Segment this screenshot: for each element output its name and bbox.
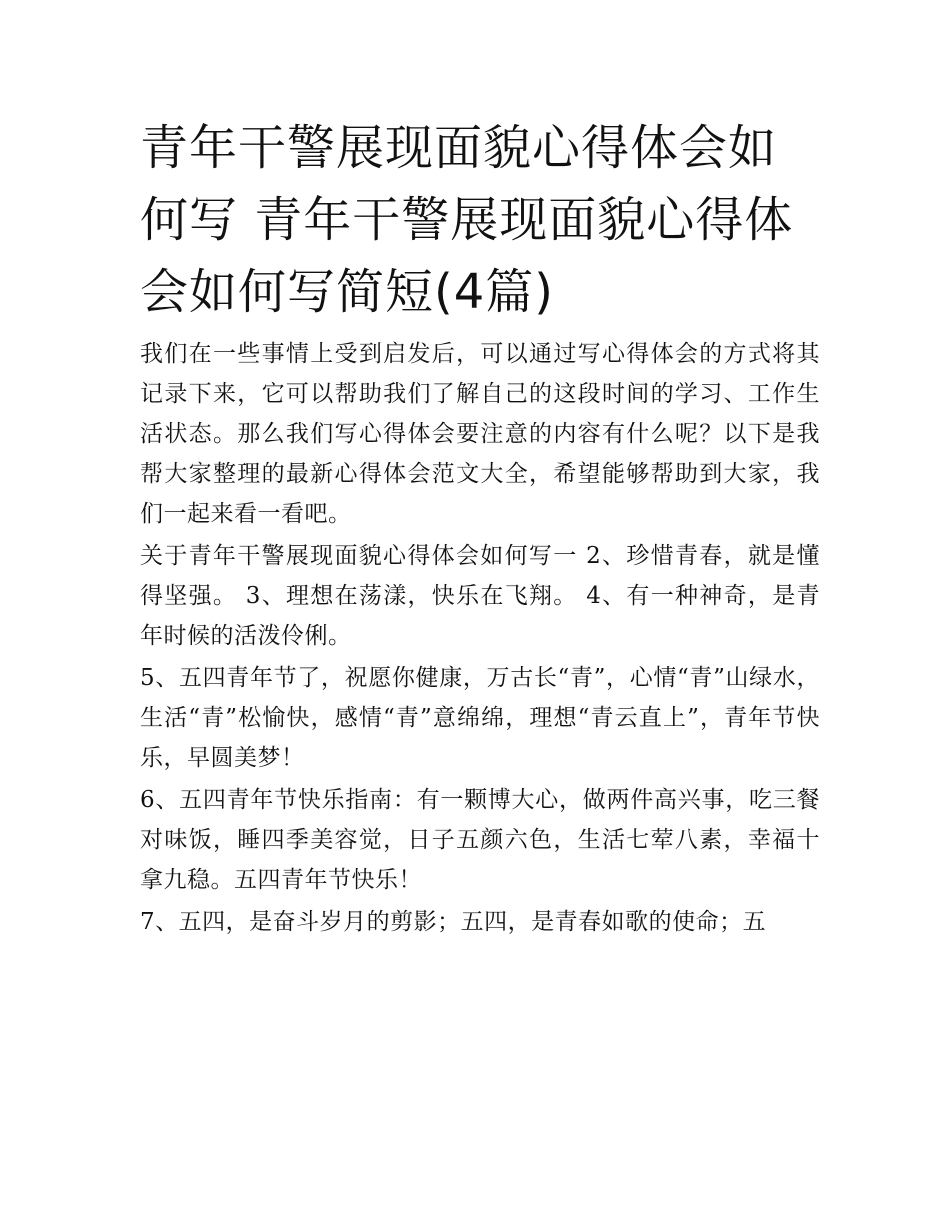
paragraph-item-5: 5、五四青年节了，祝愿你健康，万古长“青”，心情“青”山绿水，生活“青”松愉快，感情“青”意绵绵，理想“青云直上”，青年节快乐，早圆美梦！ bbox=[140, 665, 820, 771]
paragraph-item-7: 7、五四，是奋斗岁月的剪影；五四，是青春如歌的使命；五 bbox=[140, 909, 767, 935]
document-title: 青年干警展现面貌心得体会如何写 青年干警展现面貌心得体会如何写简短(4篇) bbox=[140, 120, 794, 320]
paragraph-item-1: 关于青年干警展现面貌心得体会如何写一 2、珍惜青春，就是懂得坚强。 3、理想在荡漾，快乐在飞翔。 4、有一种神奇，是青年时候的活泼伶俐。 bbox=[140, 543, 820, 649]
paragraph-item-6: 6、五四青年节快乐指南：有一颗博大心，做两件高兴事，吃三餐对味饭，睡四季美容觉，日子五颜六色，生活七荤八素，幸福十拿九稳。五四青年节快乐！ bbox=[140, 787, 820, 893]
document-page bbox=[140, 112, 820, 944]
paragraph-intro: 我们在一些事情上受到启发后，可以通过写心得体会的方式将其记录下来，它可以帮助我们了解自己的这段时间的学习、工作生活状态。那么我们写心得体会要注意的内容有什么呢？以下是我帮大家整理的最新心得体会范文大全，希望能够帮助到大家，我们一起来看一看吧。 bbox=[140, 341, 820, 527]
